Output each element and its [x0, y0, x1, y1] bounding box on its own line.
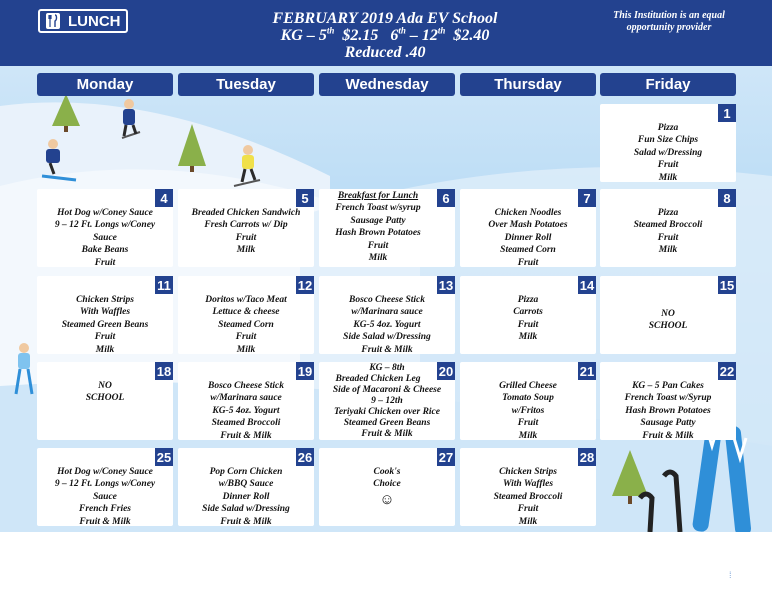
menu-items: Pizza Carrots Fruit Milk — [513, 295, 543, 343]
menu-items: NO SCHOOL — [85, 381, 125, 404]
day-header-thursday: Thursday — [460, 73, 596, 96]
calendar-cell-feb-7 — [460, 189, 596, 267]
lunch-label: LUNCH — [68, 12, 121, 30]
calendar-cell-feb-11 — [37, 276, 173, 354]
calendar-cell-feb-22 — [600, 362, 736, 440]
menu-items: Pizza Fun Size Chips Salad w/Dressing Fruit Milk — [633, 123, 703, 183]
date-number: 26 — [297, 449, 313, 465]
menu-items: Bosco Cheese Stick w/Marinara sauce KG-5 4oz. Yogurt Side Salad w/Dressing Fruit & Milk — [343, 295, 431, 355]
calendar-cell-feb-14 — [460, 276, 596, 354]
title-school: FEBRUARY 2019 Ada EV School — [272, 10, 498, 27]
price-line: KG – 5th $2.15 6th – 12th $2.40 — [280, 25, 490, 44]
day-header-monday: Monday — [37, 73, 173, 96]
date-number: 6 — [437, 189, 455, 207]
equal-opportunity-note: This Institution is an equal opportunity provider — [613, 10, 725, 33]
calendar-cell-feb-6 — [319, 189, 455, 267]
price-kg: $2.15 — [342, 27, 379, 44]
calendar-cell-feb-5 — [178, 189, 314, 267]
menu-items: Breaded Chicken Sandwich Fresh Carrots w/ Dip Fruit Milk — [191, 208, 301, 256]
date-number: 1 — [718, 104, 736, 122]
menu-items: Hot Dog w/Coney Sauce 9 – 12 Ft. Longs w/Coney Sauce Bake Beans Fruit — [54, 208, 156, 268]
menu-items: KG – 5 Pan Cakes French Toast w/Syrup Hash Brown Potatoes Sausage Patty Fruit & Milk — [624, 381, 712, 441]
reduced-price: Reduced .40 — [344, 44, 426, 61]
day-header-friday: Friday — [600, 73, 736, 96]
menu-items: NO SCHOOL — [648, 308, 688, 331]
calendar-cell-feb-13 — [319, 276, 455, 354]
menu-items: KG – 8th Breaded Chicken Leg Side of Macaroni & Cheese 9 – 12th Teriyaki Chicken over Rice Steamed Green Beans Fruit & Milk — [332, 363, 442, 439]
date-number: 18 — [156, 363, 172, 379]
calendar-cell-feb-4 — [37, 189, 173, 267]
date-number: 19 — [297, 363, 313, 379]
date-number: 22 — [719, 363, 735, 379]
calendar-cell-feb-18 — [37, 362, 173, 440]
menu-items: Cook's Choice ☺ — [321, 466, 453, 526]
calendar-cell-feb-19 — [178, 362, 314, 440]
date-number: 8 — [718, 189, 736, 207]
calendar-cell-feb-26 — [178, 448, 314, 526]
calendar-cell-feb-27 — [319, 448, 455, 526]
day-header-wednesday: Wednesday — [319, 73, 455, 96]
smiley-icon: ☺ — [379, 491, 395, 508]
header-banner — [0, 0, 772, 66]
date-number: 28 — [579, 449, 595, 465]
menu-items: Pizza Steamed Broccoli Fruit Milk — [633, 208, 703, 256]
date-number: 13 — [438, 277, 454, 293]
calendar-cell-feb-12 — [178, 276, 314, 354]
date-number: 27 — [438, 449, 454, 465]
menu-items: Breakfast for Lunch French Toast w/syrup Sausage Patty Hash Brown Potatoes Fruit Milk — [335, 191, 421, 264]
date-number: 25 — [156, 449, 172, 465]
fork-knife-icon — [44, 12, 62, 30]
calendar-cell-feb-15 — [600, 276, 736, 354]
date-number: 21 — [579, 363, 595, 379]
menu-items: Pop Corn Chicken w/BBQ Sauce Dinner Roll Side Salad w/Dressing Fruit & Milk — [202, 467, 290, 527]
calendar-cell-feb-20 — [319, 362, 455, 440]
price-hs: $2.40 — [453, 27, 490, 44]
date-number: 14 — [579, 277, 595, 293]
calendar-cell-feb-1 — [600, 104, 736, 182]
menu-items: Bosco Cheese Stick w/Marinara sauce KG-5 4oz. Yogurt Steamed Broccoli Fruit & Milk — [208, 381, 284, 441]
header-title — [230, 10, 540, 61]
menu-items: Grilled Cheese Tomato Soup w/Fritos Fruit Milk — [499, 381, 557, 441]
date-number: 15 — [719, 277, 735, 293]
date-number: 4 — [155, 189, 173, 207]
date-number: 7 — [578, 189, 596, 207]
lunch-badge — [38, 9, 128, 33]
page-edge-mark: ⁞ — [729, 570, 732, 580]
date-number: 11 — [155, 276, 173, 294]
date-number: 12 — [297, 277, 313, 293]
menu-items: Chicken Strips With Waffles Steamed Broccoli Fruit Milk — [493, 467, 563, 527]
day-header-tuesday: Tuesday — [178, 73, 314, 96]
calendar-cell-feb-8 — [600, 189, 736, 267]
calendar-cell-feb-25 — [37, 448, 173, 526]
menu-items: Chicken Strips With Waffles Steamed Green Beans Fruit Milk — [61, 295, 149, 355]
menu-items: Chicken Noodles Over Mash Potatoes Dinner Roll Steamed Corn Fruit — [488, 208, 568, 268]
menu-items: Hot Dog w/Coney Sauce 9 – 12 Ft. Longs w/Coney Sauce French Fries Fruit & Milk — [54, 467, 156, 527]
calendar-cell-feb-28 — [460, 448, 596, 526]
menu-items: Doritos w/Taco Meat Lettuce & cheese Steamed Corn Fruit Milk — [205, 295, 287, 355]
calendar-cell-feb-21 — [460, 362, 596, 440]
date-number: 20 — [438, 363, 454, 379]
date-number: 5 — [296, 189, 314, 207]
